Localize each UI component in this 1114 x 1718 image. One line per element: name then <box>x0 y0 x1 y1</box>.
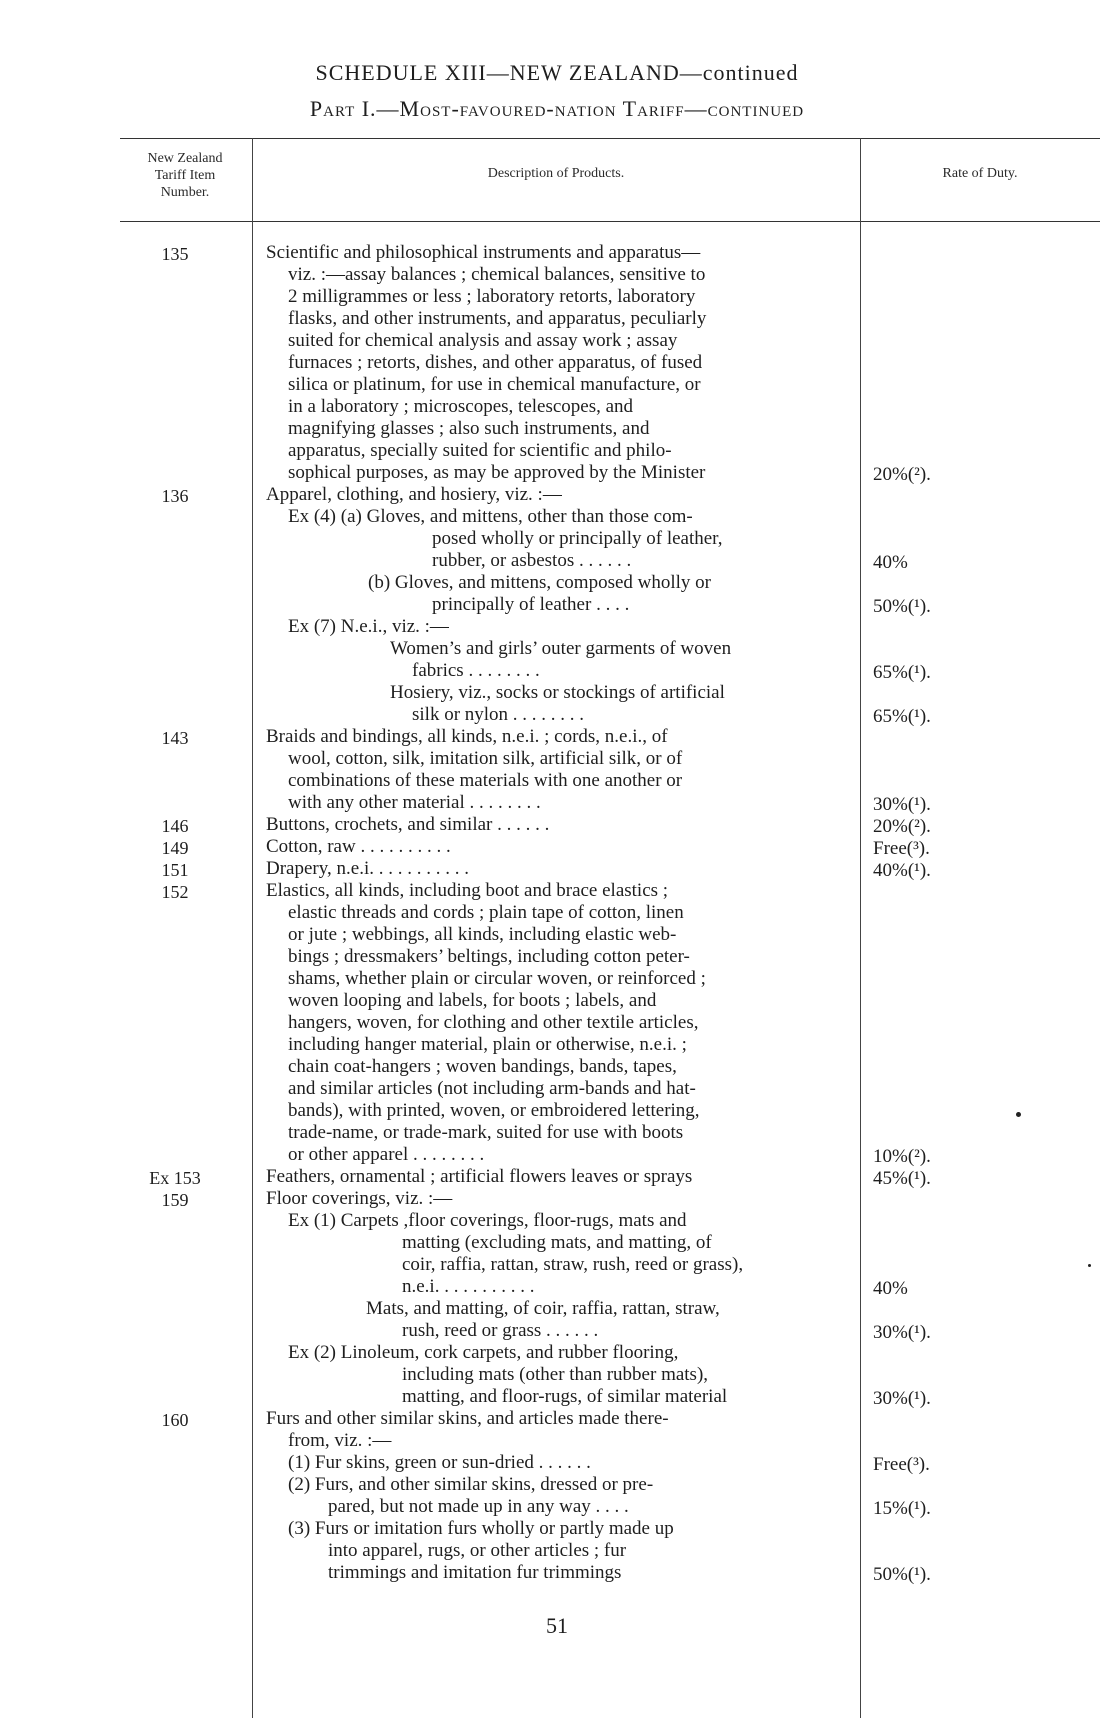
print-speck <box>1088 1264 1091 1267</box>
description-line: Buttons, crochets, and similar . . . . . . <box>266 814 550 835</box>
rate-of-duty: 30%(¹). <box>873 1322 931 1343</box>
rate-of-duty: 20%(²). <box>873 464 931 485</box>
header-bottom-rule <box>120 221 1100 222</box>
item-number: 152 <box>161 882 189 902</box>
description-line: sophical purposes, as may be approved by the Minister <box>288 462 706 483</box>
item-number: 136 <box>161 486 189 506</box>
rate-of-duty: 50%(¹). <box>873 1564 931 1585</box>
description-line: Apparel, clothing, and hosiery, viz. :— <box>266 484 562 505</box>
schedule-title: SCHEDULE XIII—NEW ZEALAND—continued <box>315 60 799 85</box>
description-line: shams, whether plain or circular woven, or reinforced ; <box>288 968 706 989</box>
description-line: Braids and bindings, all kinds, n.e.i. ; cords, n.e.i., of <box>266 726 668 747</box>
item-number: 135 <box>161 244 189 264</box>
description-line: 2 milligrammes or less ; laboratory retorts, laboratory <box>288 286 696 307</box>
item-number: 151 <box>161 860 189 880</box>
description-line: Ex (4) (a) Gloves, and mittens, other than those com- <box>288 506 693 527</box>
description-line: combinations of these materials with one another or <box>288 770 683 791</box>
description-line: and similar articles (not including arm-bands and hat- <box>288 1078 696 1099</box>
rate-of-duty: 40% <box>873 552 908 573</box>
description-line: Cotton, raw . . . . . . . . . . <box>266 836 451 857</box>
page-number: 51 <box>546 1613 568 1638</box>
rate-of-duty: 30%(¹). <box>873 1388 931 1409</box>
description-line: or jute ; webbings, all kinds, including elastic web- <box>288 924 677 945</box>
description-line: rush, reed or grass . . . . . . <box>402 1320 599 1341</box>
rate-of-duty: 65%(¹). <box>873 662 931 683</box>
column-header-item: New Zealand Tariff Item Number. <box>147 151 223 200</box>
description-line: bands), with printed, woven, or embroidered lettering, <box>288 1100 700 1121</box>
part-title: Part I.—Most-favoured-nation Tariff—continued <box>309 96 805 121</box>
description-line: fabrics . . . . . . . . <box>412 660 540 681</box>
description-line: Mats, and matting, of coir, raffia, rattan, straw, <box>366 1298 720 1319</box>
rate-of-duty: 10%(²). <box>873 1146 931 1167</box>
description-line: apparatus, specially suited for scientific and philo- <box>288 440 672 461</box>
description-line: Feathers, ornamental ; artificial flowers leaves or sprays <box>266 1166 693 1187</box>
column-header-rate: Rate of Duty. <box>942 166 1018 181</box>
description-line: suited for chemical analysis and assay work ; assay <box>288 330 678 351</box>
description-line: including hanger material, plain or otherwise, n.e.i. ; <box>288 1034 687 1055</box>
column-header-description: Description of Products. <box>487 166 625 181</box>
description-line: (3) Furs or imitation furs wholly or partly made up <box>288 1518 674 1539</box>
description-line: Ex (1) Carpets ,floor coverings, floor-rugs, mats and <box>288 1210 687 1231</box>
description-line: from, viz. :— <box>288 1430 392 1451</box>
description-line: matting, and floor-rugs, of similar material <box>402 1386 728 1407</box>
item-number: 146 <box>161 816 189 836</box>
rate-of-duty: 40%(¹). <box>873 860 931 881</box>
description-line: Ex (2) Linoleum, cork carpets, and rubber flooring, <box>288 1342 679 1363</box>
description-line: woven looping and labels, for boots ; labels, and <box>288 990 657 1011</box>
description-line: posed wholly or principally of leather, <box>432 528 723 549</box>
description-line: (2) Furs, and other similar skins, dressed or pre- <box>288 1474 654 1495</box>
rate-of-duty: 15%(¹). <box>873 1498 931 1519</box>
description-line: Floor coverings, viz. :— <box>266 1188 453 1209</box>
description-line: chain coat-hangers ; woven bandings, bands, tapes, <box>288 1056 677 1077</box>
print-speck <box>1016 1112 1021 1117</box>
description-line: rubber, or asbestos . . . . . . <box>432 550 632 571</box>
item-number: 143 <box>161 728 189 748</box>
description-line: principally of leather . . . . <box>432 594 630 615</box>
rate-of-duty: 65%(¹). <box>873 706 931 727</box>
description-line: trade-name, or trade-mark, suited for use with boots <box>288 1122 684 1143</box>
description-line: viz. :—assay balances ; chemical balances, sensitive to <box>288 264 706 285</box>
description-line: bings ; dressmakers’ beltings, including cotton peter- <box>288 946 690 967</box>
description-line: n.e.i. . . . . . . . . . . <box>402 1276 535 1297</box>
description-line: trimmings and imitation fur trimmings <box>328 1562 622 1583</box>
description-line: with any other material . . . . . . . . <box>288 792 541 813</box>
rate-of-duty: 40% <box>873 1278 908 1299</box>
rate-of-duty: Free(³). <box>873 838 930 859</box>
description-line: Ex (7) N.e.i., viz. :— <box>288 616 449 637</box>
description-line: including mats (other than rubber mats), <box>402 1364 709 1385</box>
description-line: matting (excluding mats, and matting, of <box>402 1232 712 1253</box>
description-line: or other apparel . . . . . . . . <box>288 1144 485 1165</box>
description-line: furnaces ; retorts, dishes, and other apparatus, of fused <box>288 352 703 373</box>
column-divider-right <box>860 138 861 1718</box>
item-number: 149 <box>161 838 189 858</box>
description-line: hangers, woven, for clothing and other textile articles, <box>288 1012 699 1033</box>
description-line: magnifying glasses ; also such instruments, and <box>288 418 650 439</box>
description-line: elastic threads and cords ; plain tape of cotton, linen <box>288 902 684 923</box>
description-line: silica or platinum, for use in chemical manufacture, or <box>288 374 701 395</box>
rate-of-duty: 30%(¹). <box>873 794 931 815</box>
description-line: pared, but not made up in any way . . . . <box>328 1496 629 1517</box>
description-line: flasks, and other instruments, and apparatus, peculiarly <box>288 308 707 329</box>
description-line: in a laboratory ; microscopes, telescopes, and <box>288 396 634 417</box>
description-line: Drapery, n.e.i. . . . . . . . . . . <box>266 858 469 879</box>
item-number: 159 <box>161 1190 189 1210</box>
item-number: 160 <box>161 1410 189 1430</box>
item-number: Ex 153 <box>149 1168 201 1188</box>
description-line: into apparel, rugs, or other articles ; fur <box>328 1540 627 1561</box>
rate-of-duty: 45%(¹). <box>873 1168 931 1189</box>
rate-of-duty: Free(³). <box>873 1454 930 1475</box>
column-divider-left <box>252 138 253 1718</box>
description-line: Scientific and philosophical instruments and apparatus— <box>266 242 701 263</box>
description-line: Furs and other similar skins, and articles made there- <box>266 1408 669 1429</box>
description-line: Hosiery, viz., socks or stockings of artificial <box>390 682 725 703</box>
description-line: Women’s and girls’ outer garments of woven <box>390 638 732 659</box>
rate-of-duty: 50%(¹). <box>873 596 931 617</box>
description-line: silk or nylon . . . . . . . . <box>412 704 585 725</box>
rate-of-duty: 20%(²). <box>873 816 931 837</box>
description-line: (1) Fur skins, green or sun-dried . . . . . . <box>288 1452 591 1473</box>
description-line: Elastics, all kinds, including boot and brace elastics ; <box>266 880 669 901</box>
description-line: coir, raffia, rattan, straw, rush, reed or grass), <box>402 1254 744 1275</box>
description-line: wool, cotton, silk, imitation silk, artificial silk, or of <box>288 748 683 769</box>
description-line: (b) Gloves, and mittens, composed wholly or <box>368 572 712 593</box>
header-top-rule <box>120 138 1100 139</box>
